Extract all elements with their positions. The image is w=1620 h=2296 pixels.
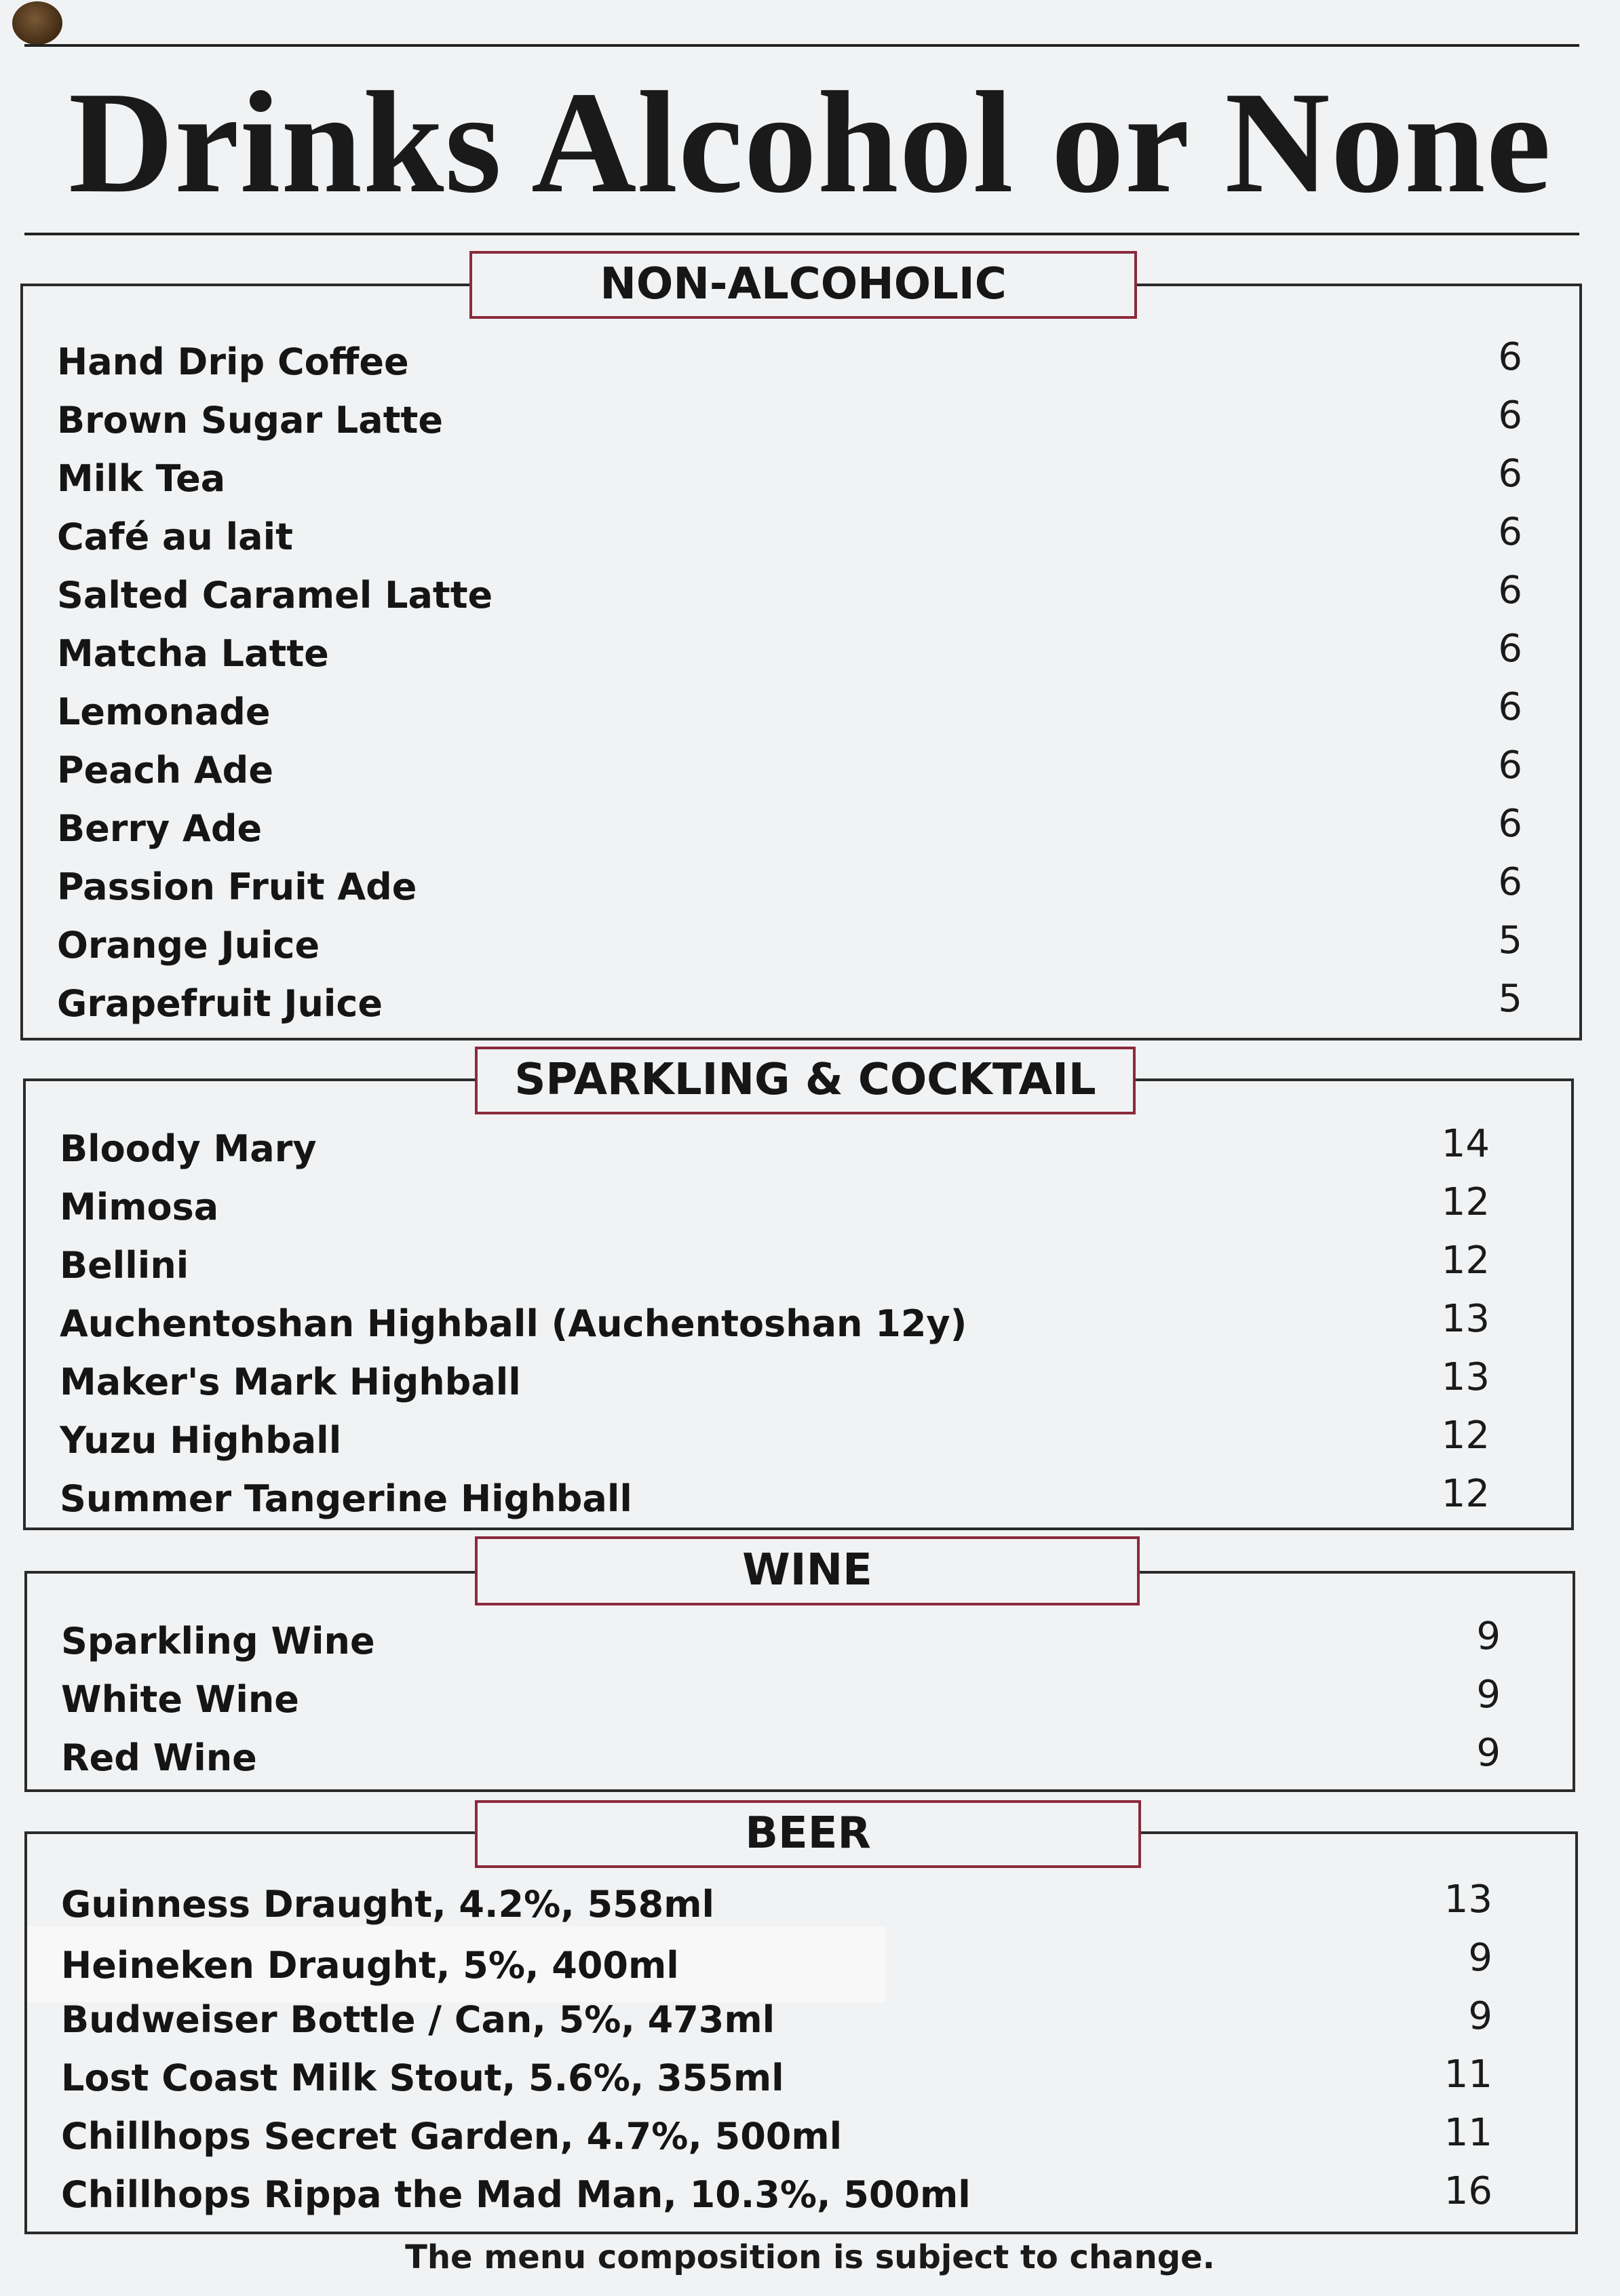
title-rule <box>24 233 1579 235</box>
menu-item-price: 11 <box>1444 2052 1492 2097</box>
menu-item: Salted Caramel Latte <box>57 574 493 617</box>
menu-item: Mimosa <box>60 1186 219 1228</box>
menu-item-price: 6 <box>1498 335 1522 379</box>
menu-item: Guinness Draught, 4.2%, 558ml <box>61 1883 715 1926</box>
menu-item-price: 6 <box>1498 802 1522 846</box>
menu-item-price: 16 <box>1444 2169 1492 2213</box>
menu-item: Yuzu Highball <box>60 1419 342 1462</box>
top-rule <box>24 44 1579 47</box>
menu-item-price: 6 <box>1498 568 1522 612</box>
menu-item: Heineken Draught, 5%, 400ml <box>61 1944 679 1987</box>
menu-item: Summer Tangerine Highball <box>60 1477 632 1520</box>
menu-item: White Wine <box>61 1678 299 1721</box>
menu-item: Chillhops Secret Garden, 4.7%, 500ml <box>61 2115 843 2158</box>
footer-note: The menu composition is subject to change. <box>405 2238 1215 2276</box>
menu-item: Grapefruit Juice <box>57 982 383 1025</box>
menu-item-price: 6 <box>1498 393 1522 437</box>
section-sparkling-cocktail <box>23 1078 1574 1530</box>
menu-item: Matcha Latte <box>57 632 329 675</box>
menu-item: Milk Tea <box>57 457 226 500</box>
menu-item-price: 9 <box>1468 1994 1492 2038</box>
menu-item: Auchentoshan Highball (Auchentoshan 12y) <box>60 1302 967 1345</box>
menu-item-price: 13 <box>1441 1355 1490 1399</box>
menu-item-price: 14 <box>1441 1122 1490 1166</box>
menu-item: Bloody Mary <box>60 1127 317 1170</box>
menu-item-price: 6 <box>1498 685 1522 729</box>
menu-item-price: 12 <box>1441 1180 1490 1224</box>
section-header-sparkling-cocktail: SPARKLING & COCKTAIL <box>475 1047 1136 1114</box>
menu-item: Lost Coast Milk Stout, 5.6%, 355ml <box>61 2057 784 2099</box>
menu-item-price: 9 <box>1476 1673 1501 1717</box>
menu-item-price: 11 <box>1444 2111 1492 2155</box>
menu-item: Red Wine <box>61 1736 257 1779</box>
menu-item-price: 6 <box>1498 452 1522 496</box>
menu-item-price: 9 <box>1476 1731 1501 1775</box>
section-header-beer: BEER <box>475 1800 1141 1868</box>
menu-item: Orange Juice <box>57 924 320 967</box>
menu-item: Hand Drip Coffee <box>57 340 409 383</box>
menu-item-price: 9 <box>1476 1614 1501 1658</box>
section-header-wine: WINE <box>475 1536 1140 1606</box>
section-beer <box>24 1831 1578 2234</box>
menu-item-price: 9 <box>1468 1936 1492 1980</box>
menu-item-price: 6 <box>1498 860 1522 904</box>
menu-item-price: 12 <box>1441 1239 1490 1283</box>
menu-item: Berry Ade <box>57 807 263 850</box>
menu-item-price: 12 <box>1441 1414 1490 1458</box>
menu-item-price: 13 <box>1441 1297 1490 1341</box>
menu-item: Sparkling Wine <box>61 1620 375 1662</box>
menu-item: Bellini <box>60 1244 189 1287</box>
menu-item-price: 13 <box>1444 1877 1492 1922</box>
menu-item-price: 6 <box>1498 627 1522 671</box>
menu-item: Maker's Mark Highball <box>60 1361 521 1403</box>
menu-item: Café au lait <box>57 515 293 558</box>
section-non-alcoholic <box>20 284 1582 1040</box>
menu-item: Lemonade <box>57 690 271 733</box>
menu-title: Drinks Alcohol or None <box>68 61 1552 223</box>
menu-item-price: 5 <box>1498 977 1522 1021</box>
menu-item-price: 5 <box>1498 918 1522 962</box>
menu-item: Budweiser Bottle / Can, 5%, 473ml <box>61 1998 775 2041</box>
section-header-non-alcoholic: NON-ALCOHOLIC <box>469 251 1137 319</box>
binder-hole <box>12 1 62 45</box>
menu-item-price: 6 <box>1498 743 1522 787</box>
menu-item: Brown Sugar Latte <box>57 399 443 442</box>
menu-item: Passion Fruit Ade <box>57 865 417 908</box>
menu-item: Chillhops Rippa the Mad Man, 10.3%, 500ml <box>61 2173 971 2216</box>
menu-item: Peach Ade <box>57 749 273 792</box>
menu-item-price: 12 <box>1441 1472 1490 1516</box>
menu-item-price: 6 <box>1498 510 1522 554</box>
